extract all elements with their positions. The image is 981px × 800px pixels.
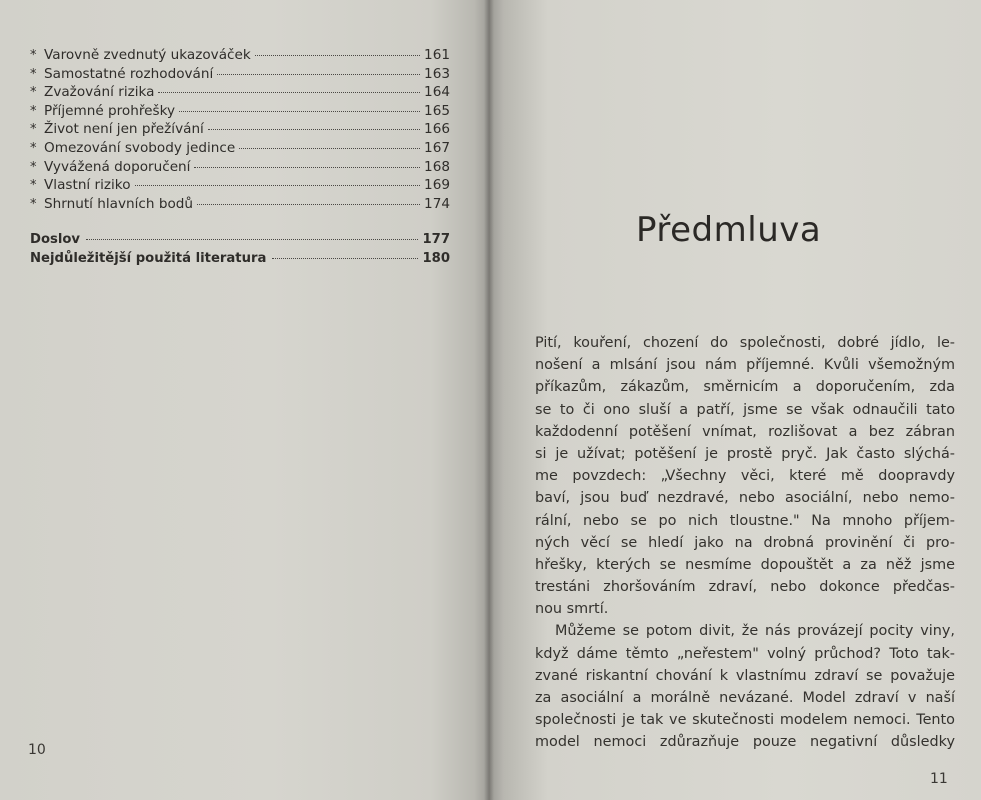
toc-entry-page: 164	[424, 84, 450, 101]
toc-entry-label: Omezování svobody jedince	[44, 139, 236, 156]
toc-entry-page: 163	[424, 65, 450, 82]
dot-leader	[194, 167, 420, 168]
text-line: nošení a mlsání jsou nám příjemné. Kvůli všemožným	[535, 357, 955, 374]
dot-leader	[135, 185, 421, 186]
toc-entry-label: Varovně zvednutý ukazováček	[44, 47, 251, 63]
text-line: společnosti je tak ve skutečnosti modelem nemoci. Tento	[535, 712, 955, 729]
toc-main-entry-label: Nejdůležitější použitá literatura	[30, 250, 267, 266]
dot-leader	[197, 204, 420, 205]
text-line: baví, jsou buď nezdravé, nebo asociální, nebo nemo-	[535, 490, 955, 507]
toc-main-entry-page: 180	[422, 250, 450, 266]
paragraph	[535, 332, 955, 620]
toc-entry-page: 166	[424, 121, 450, 138]
toc-entry-page: 168	[424, 158, 450, 175]
dot-leader	[208, 129, 420, 130]
dot-leader	[158, 92, 420, 93]
bullet-icon: *	[30, 66, 37, 82]
toc-main-list	[30, 231, 450, 268]
toc-entry	[30, 139, 450, 158]
text-line: každodenní potěšení vnímat, rozlišovat a bez zábran	[535, 423, 955, 440]
text-line: Můžeme se potom divit, že nás provázejí pocity viny,	[555, 623, 955, 640]
toc-entry-label: Vyvážená doporučení	[44, 158, 191, 175]
toc-entry-page: 169	[424, 177, 450, 194]
bullet-icon: *	[30, 196, 37, 212]
text-line: nou smrtí.	[535, 601, 609, 618]
dot-leader	[86, 239, 418, 240]
toc-entry	[30, 46, 450, 65]
toc-main-entry-label: Doslov	[30, 232, 81, 248]
toc-main-entry	[30, 231, 450, 250]
toc-entry-label: Samostatné rozhodování	[44, 65, 214, 82]
text-line: rální, nebo se po nich tloustne." Na mnoho příjem-	[535, 512, 955, 529]
bullet-icon: *	[30, 140, 37, 156]
toc-subsection-list	[30, 46, 450, 213]
bullet-icon: *	[30, 159, 37, 175]
toc-entry	[30, 65, 450, 84]
toc-entry-label: Shrnutí hlavních bodů	[44, 195, 194, 212]
toc-entry	[30, 102, 450, 121]
dot-leader	[272, 258, 418, 259]
text-line: hřešky, kterých se nesmíme dopouštět a za něž jsme	[535, 556, 955, 573]
toc-main-entry	[30, 250, 450, 269]
toc-entry-label: Zvažování rizika	[44, 84, 155, 101]
toc-entry-page: 167	[424, 139, 450, 156]
toc-entry	[30, 176, 450, 195]
text-line: Pití, kouření, chození do společnosti, dobré jídlo, le-	[535, 335, 955, 351]
right-page-number: 11	[930, 771, 948, 787]
dot-leader	[239, 148, 420, 149]
toc-main-entry-page: 177	[422, 232, 450, 248]
text-line: se to či ono sluší a patří, jsme se však odnaučili tato	[535, 401, 955, 418]
toc-entry-label: Život není jen přežívání	[44, 121, 204, 138]
table-of-contents	[30, 46, 450, 269]
dot-leader	[217, 74, 420, 75]
dot-leader	[255, 55, 420, 56]
toc-entry-label: Vlastní riziko	[44, 177, 131, 194]
toc-entry-page: 165	[424, 102, 450, 119]
text-line: když dáme těmto „neřestem" volný průchod? Toto tak-	[535, 645, 955, 662]
text-line: model nemoci zdůrazňuje pouze negativní důsledky	[535, 734, 955, 751]
left-page	[0, 0, 489, 800]
paragraph	[535, 620, 955, 753]
dot-leader	[179, 111, 420, 112]
toc-entry	[30, 83, 450, 102]
toc-entry	[30, 158, 450, 177]
toc-entry-page: 161	[424, 47, 450, 63]
toc-entry-page: 174	[424, 195, 450, 212]
toc-entry	[30, 195, 450, 214]
bullet-icon: *	[30, 122, 37, 138]
chapter-title: Předmluva	[636, 210, 822, 250]
book-gutter	[484, 0, 494, 800]
bullet-icon: *	[30, 85, 37, 101]
text-line: za asociální a morálně nevázané. Model zdraví v naší	[535, 690, 955, 706]
text-line: me povzdech: „Všechny věci, které mě doopravdy	[535, 468, 955, 485]
bullet-icon: *	[30, 178, 37, 194]
toc-entry-label: Příjemné prohřešky	[44, 102, 176, 119]
bullet-icon: *	[30, 48, 37, 63]
left-page-number: 10	[28, 742, 46, 758]
bullet-icon: *	[30, 103, 37, 119]
text-line: ných věcí se hledí jako na drobná provinění či pro-	[535, 534, 955, 551]
text-line: zvané riskantní chování k vlastnímu zdraví se považuje	[535, 667, 955, 684]
toc-entry	[30, 120, 450, 139]
text-line: si je užívat; potěšení je prostě pryč. Jak často slýchá-	[535, 445, 955, 462]
chapter-body	[535, 332, 955, 754]
text-line: trestáni zhoršováním zdraví, nebo dokonce předčas-	[535, 579, 955, 596]
text-line: příkazům, zákazům, směrnicím a doporučením, zda	[535, 379, 955, 396]
